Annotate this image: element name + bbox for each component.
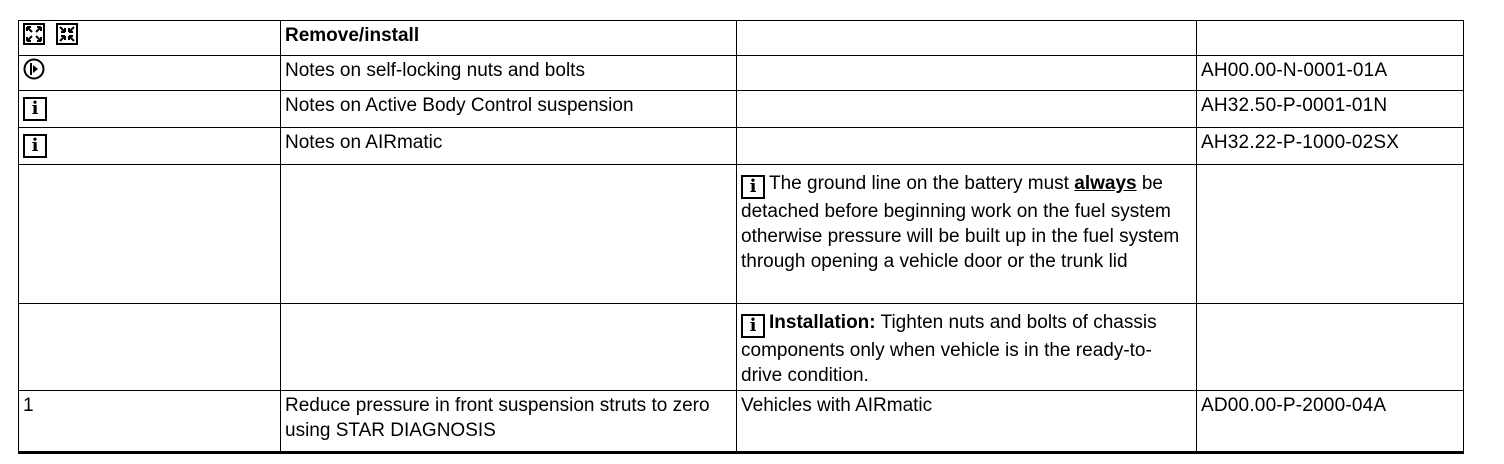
info-icon: i <box>23 134 47 158</box>
note-cell <box>737 165 1197 304</box>
step-row <box>19 391 1464 453</box>
row-reference[interactable]: AH32.50-P-0001-01N <box>1197 91 1464 128</box>
info-icon: i <box>741 314 765 338</box>
collapse-arrows-icon[interactable] <box>56 23 78 52</box>
row-reference[interactable]: AH32.22-P-1000-02SX <box>1197 128 1464 165</box>
row-icon-cell <box>19 91 281 128</box>
expand-arrows-icon[interactable] <box>23 23 45 52</box>
note-emphasis: always <box>1074 173 1137 194</box>
self-locking-nut-icon <box>23 58 45 87</box>
note-cell <box>737 304 1197 391</box>
note-row <box>19 304 1464 391</box>
table-row <box>19 91 1464 128</box>
row-icon-cell <box>19 56 281 91</box>
step-number: 1 <box>19 391 281 453</box>
empty-cell <box>1197 304 1464 391</box>
header-title: Remove/install <box>281 21 737 56</box>
note-text-part2: be detached before beginning work on the fuel system otherwise pressure will be built up in the fuel system through opening a vehicle door or the trunk lid <box>741 173 1180 272</box>
empty-cell <box>281 304 737 391</box>
step-text: Reduce pressure in front suspension struts to zero using STAR DIAGNOSIS <box>281 391 737 453</box>
empty-cell <box>1197 165 1464 304</box>
row-text[interactable]: Notes on AIRmatic <box>281 128 737 165</box>
empty-cell <box>19 165 281 304</box>
info-icon: i <box>741 175 765 199</box>
row-text[interactable]: Notes on Active Body Control suspension <box>281 91 737 128</box>
empty-cell <box>19 304 281 391</box>
note-text: Tighten nuts and bolts of chassis components only when vehicle is in the ready-to-drive condition. <box>741 312 1157 386</box>
note-lead: Installation: <box>769 312 876 333</box>
header-row <box>19 21 1464 56</box>
row-condition <box>737 56 1197 91</box>
row-condition <box>737 91 1197 128</box>
table-row <box>19 128 1464 165</box>
header-empty-cell <box>737 21 1197 56</box>
row-text[interactable]: Notes on self-locking nuts and bolts <box>281 56 737 91</box>
table-row <box>19 56 1464 91</box>
step-condition: Vehicles with AIRmatic <box>737 391 1197 453</box>
header-icon-cell <box>19 21 281 56</box>
procedure-table <box>18 20 1464 454</box>
row-condition <box>737 128 1197 165</box>
row-icon-cell <box>19 128 281 165</box>
info-icon: i <box>23 97 47 121</box>
note-row <box>19 165 1464 304</box>
note-text-part1: The ground line on the battery must <box>769 173 1069 194</box>
step-reference[interactable]: AD00.00-P-2000-04A <box>1197 391 1464 453</box>
row-reference[interactable]: AH00.00-N-0001-01A <box>1197 56 1464 91</box>
header-empty-cell <box>1197 21 1464 56</box>
empty-cell <box>281 165 737 304</box>
